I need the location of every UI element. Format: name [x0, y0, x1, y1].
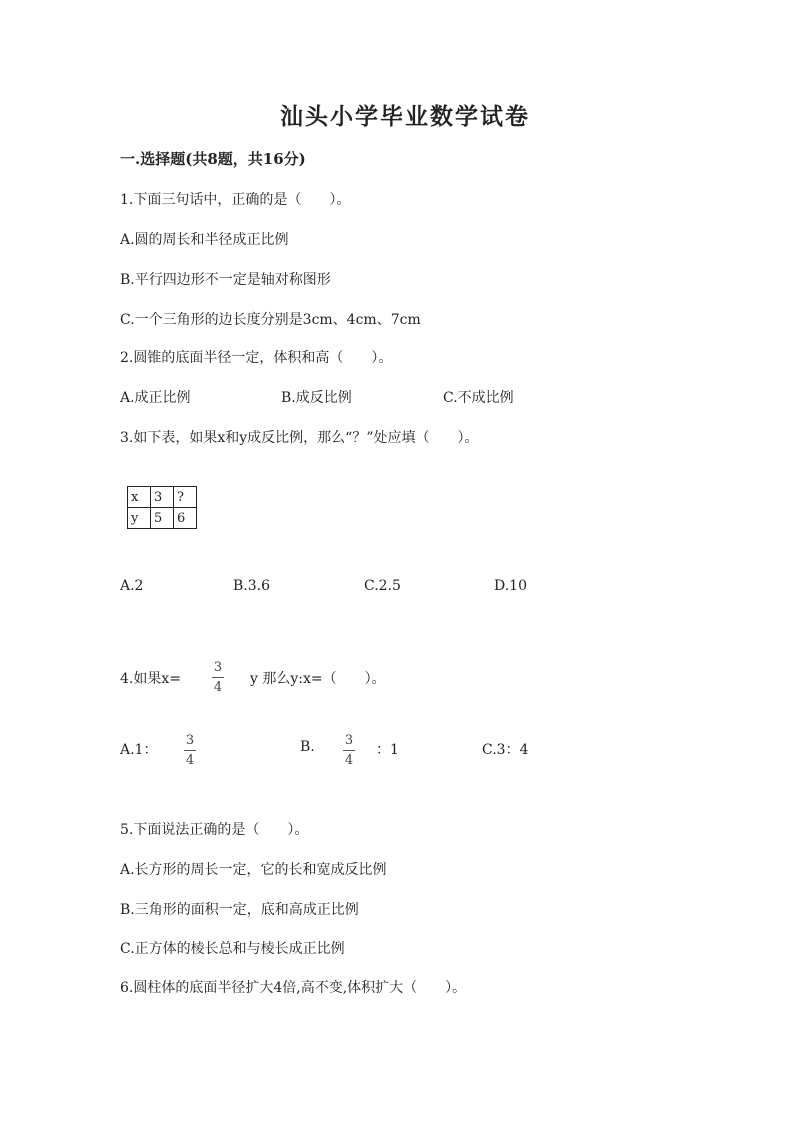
q4-option-b-suffix: ：1 [376, 742, 399, 758]
q3-option-d: D.10 [494, 578, 527, 594]
q4-option-a-fraction [184, 734, 196, 767]
q3-option-b: B.3.6 [233, 578, 271, 594]
table-cell: 3 [151, 487, 174, 508]
q5-option-a: A.长方形的周长一定，它的长和宽成反比例 [120, 862, 387, 878]
q4-option-a: A.1： [120, 742, 158, 758]
page-title: 汕头小学毕业数学试卷 [280, 103, 530, 130]
fraction-denominator: 4 [185, 753, 195, 768]
q1-stem: 1.下面三句话中，正确的是（ ）。 [120, 192, 351, 208]
table-cell: ? [174, 487, 197, 508]
table-cell: 5 [151, 508, 174, 529]
fraction-denominator: 4 [213, 680, 223, 695]
q3-stem: 3.如下表，如果x和y成反比例，那么“？”处应填（ ）。 [120, 430, 479, 446]
fraction-denominator: 4 [344, 753, 354, 768]
q4-fraction [212, 661, 224, 694]
q4-option-b: B. [300, 739, 315, 755]
section-heading: 一.选择题(共8题，共16分) [120, 150, 306, 168]
fraction-bar [212, 677, 224, 678]
xy-table [127, 486, 197, 529]
q3-option-c: C.2.5 [364, 578, 401, 594]
fraction-numerator: 3 [213, 660, 223, 675]
q5-option-c: C.正方体的棱长总和与棱长成正比例 [120, 941, 345, 957]
q2-option-a: A.成正比例 [120, 390, 191, 406]
table-row [128, 487, 197, 508]
q4-stem-prefix: 4.如果x= [120, 671, 181, 687]
q5-option-b: B.三角形的面积一定，底和高成正比例 [120, 902, 359, 918]
q5-stem: 5.下面说法正确的是（ ）。 [120, 822, 309, 838]
table-cell: x [128, 487, 151, 508]
table-cell: y [128, 508, 151, 529]
q1-option-b: B.平行四边形不一定是轴对称图形 [120, 272, 331, 288]
q1-option-a: A.圆的周长和半径成正比例 [120, 232, 289, 248]
q4-option-c: C.3：4 [482, 742, 529, 758]
q4-stem-suffix: y 那么y:x=（ ）。 [250, 671, 386, 687]
q6-stem: 6.圆柱体的底面半径扩大4倍,高不变,体积扩大（ ）。 [120, 980, 467, 996]
q2-option-c: C.不成比例 [443, 390, 514, 406]
fraction-bar [343, 750, 355, 751]
table-cell: 6 [174, 508, 197, 529]
q1-option-c: C.一个三角形的边长度分别是3cm、4cm、7cm [120, 312, 421, 328]
q4-option-b-fraction [343, 734, 355, 767]
fraction-numerator: 3 [344, 733, 354, 748]
q3-option-a: A.2 [120, 578, 144, 594]
table-row [128, 508, 197, 529]
fraction-numerator: 3 [185, 733, 195, 748]
fraction-bar [184, 750, 196, 751]
q2-option-b: B.成反比例 [281, 390, 352, 406]
q2-stem: 2.圆锥的底面半径一定，体积和高（ ）。 [120, 350, 393, 366]
